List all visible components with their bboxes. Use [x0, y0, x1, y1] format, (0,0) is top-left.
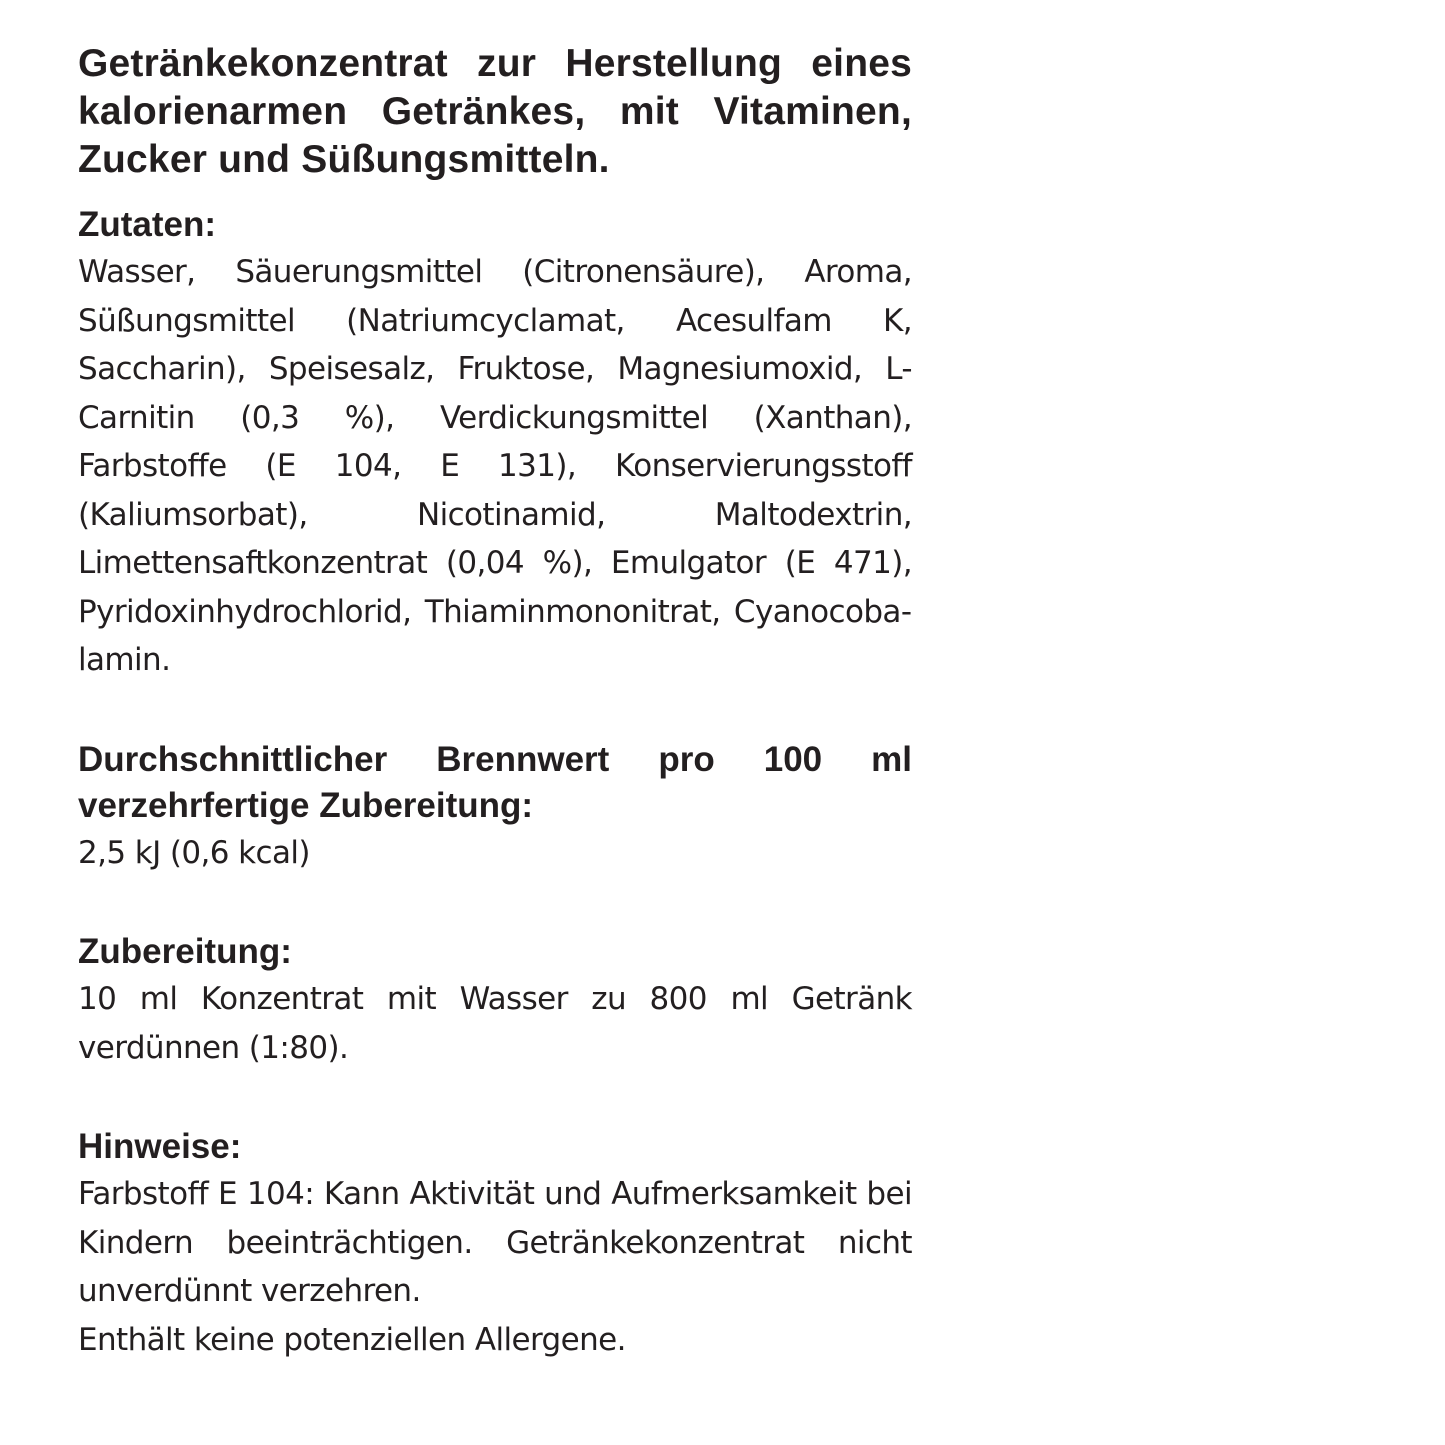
ingredients-section — [78, 202, 912, 685]
notes-section — [78, 1124, 912, 1364]
ingredients-text: Wasser, Säuerungsmittel (Citronensäure), Aroma, Süßungsmittel (Natriumcyclamat, Acesulfam K, Saccharin), Speisesalz, Fruktose, Magnesiumoxid, L-Carnitin (0,3 %), Verdickungsmittel (Xanthan), Farbstoffe (E 104, E 131), Konservierungsstoff (Kaliumsorbat), Nicotinamid, Maltodextrin, Limettensaftkonzentrat (0,04 %), Emulgator (E 471), Pyridoxinhydrochlorid, Thiaminmononitrat, Cyanocobalamin. — [78, 254, 912, 678]
notes-allergens: Enthält keine potenziellen Allergene. — [78, 1321, 626, 1358]
energy-value: 2,5 kJ (0,6 kcal) — [78, 834, 310, 871]
notes-heading: Hinweise: — [78, 1127, 242, 1166]
energy-heading: Durchschnittlicher Brennwert pro 100 ml verzehrfertige Zubereitung: — [78, 739, 912, 825]
preparation-heading: Zubereitung: — [78, 932, 292, 971]
ingredients-heading: Zutaten: — [78, 205, 217, 244]
product-label — [78, 40, 912, 1364]
energy-section — [78, 737, 912, 878]
product-title: Getränkekonzentrat zur Herstellung eines kalorienarmen Getränkes, mit Vitaminen, Zucker und Süßungsmitteln. — [78, 42, 912, 181]
notes-warning: Farbstoff E 104: Kann Aktivität und Aufmerksamkeit bei Kindern beeinträchtigen. Getränkekonzentrat nicht unverdünnt verzehren. — [78, 1176, 912, 1309]
preparation-section — [78, 929, 912, 1072]
preparation-text: 10 ml Konzentrat mit Wasser zu 800 ml Getränk verdünnen (1:80). — [78, 981, 912, 1066]
